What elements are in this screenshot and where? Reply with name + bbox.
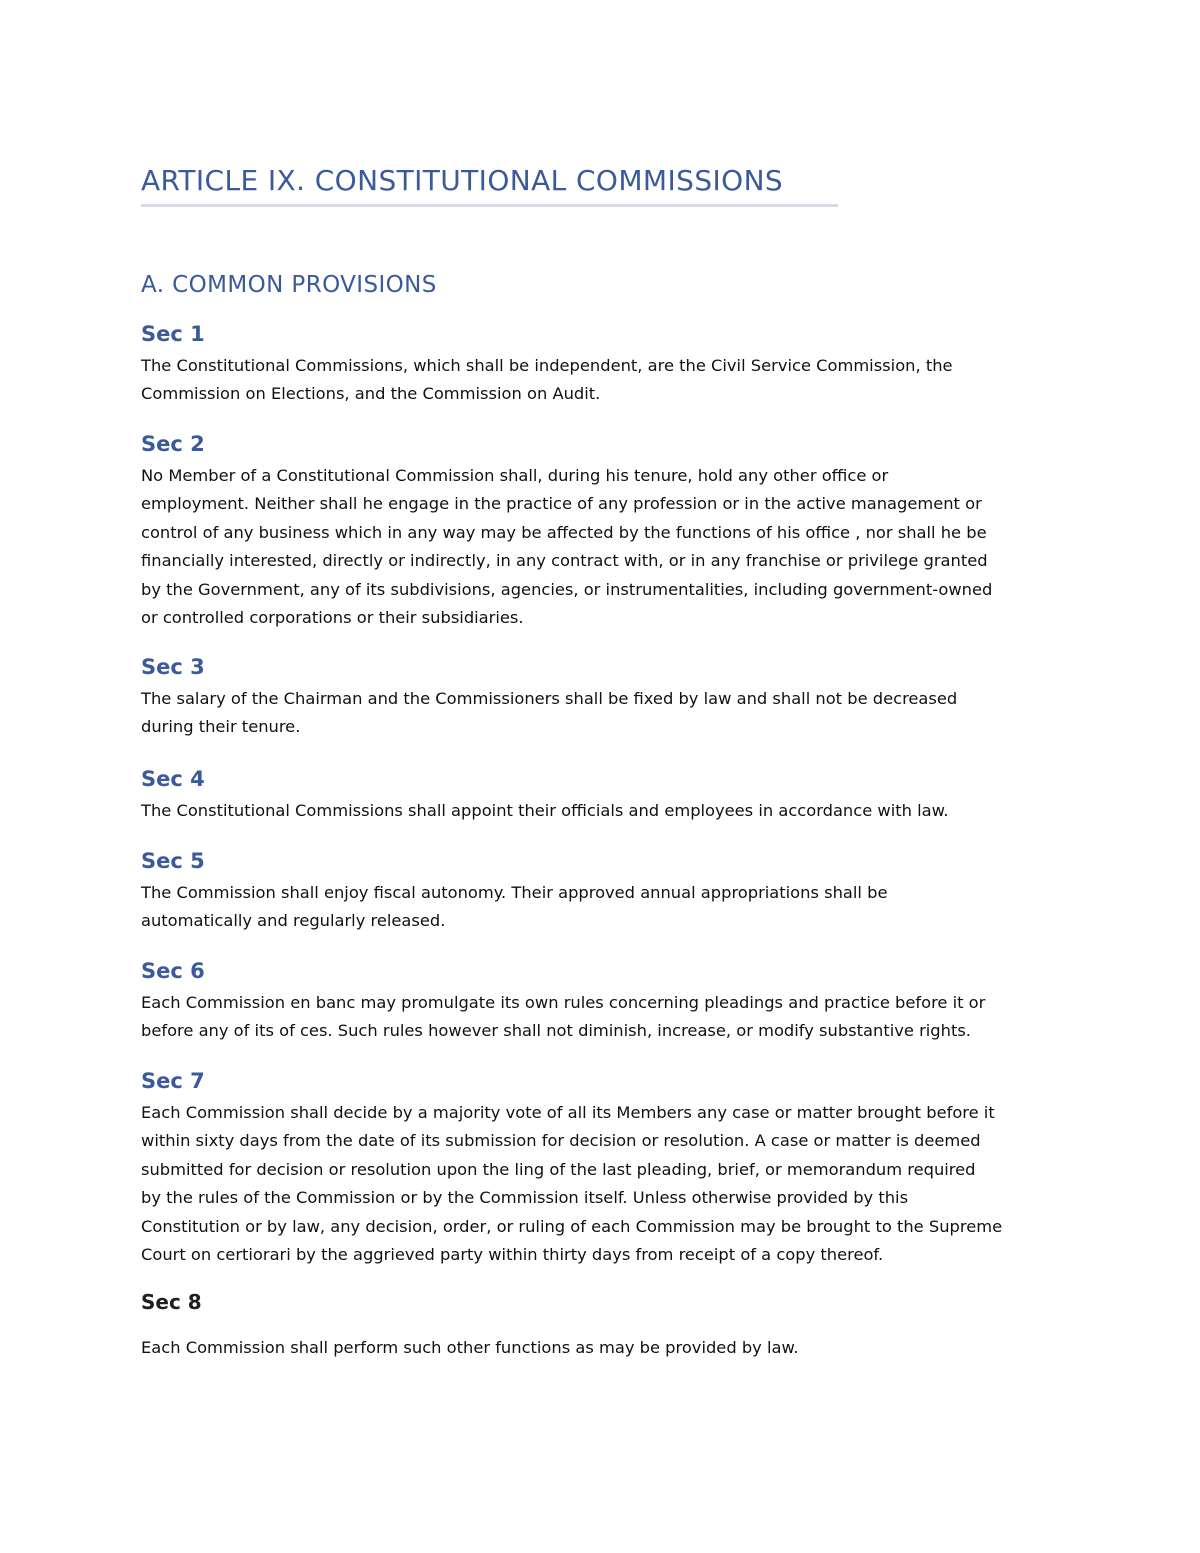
subsection-title: A. COMMON PROVISIONS xyxy=(141,272,437,298)
section-line: Each Commission en banc may promulgate its own rules concerning pleadings and practice before it or xyxy=(141,993,986,1012)
section-8 xyxy=(141,1284,1071,1362)
section-body xyxy=(141,1334,1066,1362)
section-body xyxy=(141,462,1066,632)
section-6 xyxy=(141,953,1071,1046)
section-line: within sixty days from the date of its submission for decision or resolution. A case or matter is deemed xyxy=(141,1131,981,1151)
section-body xyxy=(141,352,1066,409)
section-line: The Commission shall enjoy fiscal autonomy. Their approved annual appropriations shall be xyxy=(141,883,888,902)
section-line: Constitution or by law, any decision, order, or ruling of each Commission may be brought to the Supreme xyxy=(141,1216,1003,1236)
section-body xyxy=(141,879,1066,936)
section-heading: Sec 5 xyxy=(141,849,205,873)
section-line: control of any business which in any way may be affected by the functions of his office , nor shall he be xyxy=(141,522,987,542)
section-4 xyxy=(141,761,1071,825)
section-body xyxy=(141,797,1066,825)
section-line: financially interested, directly or indirectly, in any contract with, or in any franchise or privilege granted xyxy=(141,551,988,571)
section-heading: Sec 3 xyxy=(141,655,205,679)
section-heading: Sec 4 xyxy=(141,767,205,791)
article-title: ARTICLE IX. CONSTITUTIONAL COMMISSIONS xyxy=(141,164,784,197)
section-heading: Sec 6 xyxy=(141,959,205,983)
section-line: during their tenure. xyxy=(141,717,301,737)
section-heading: Sec 1 xyxy=(141,322,205,346)
section-line: before any of its of ces. Such rules however shall not diminish, increase, or modify substantive rights. xyxy=(141,1021,971,1041)
section-line: The Constitutional Commissions, which shall be independent, are the Civil Service Commission, the xyxy=(141,356,953,375)
section-line: employment. Neither shall he engage in the practice of any profession or in the active management or xyxy=(141,494,982,514)
section-line: The salary of the Chairman and the Commissioners shall be fixed by law and shall not be decreased xyxy=(141,689,958,708)
section-line: The Constitutional Commissions shall appoint their officials and employees in accordance with law. xyxy=(141,801,949,820)
section-1 xyxy=(141,316,1071,409)
section-line: Court on certiorari by the aggrieved party within thirty days from receipt of a copy thereof. xyxy=(141,1245,884,1265)
section-heading: Sec 7 xyxy=(141,1069,205,1093)
section-line: No Member of a Constitutional Commission shall, during his tenure, hold any other office or xyxy=(141,466,889,485)
section-body xyxy=(141,989,1066,1046)
section-heading: Sec 8 xyxy=(141,1290,202,1314)
section-body xyxy=(141,685,1066,742)
section-5 xyxy=(141,843,1071,936)
section-heading: Sec 2 xyxy=(141,432,205,456)
section-line: Each Commission shall perform such other functions as may be provided by law. xyxy=(141,1338,799,1357)
section-7 xyxy=(141,1063,1071,1269)
section-3 xyxy=(141,649,1071,742)
section-line: or controlled corporations or their subsidiaries. xyxy=(141,608,524,628)
section-line: submitted for decision or resolution upon the ling of the last pleading, brief, or memorandum required xyxy=(141,1159,976,1179)
section-line: by the rules of the Commission or by the Commission itself. Unless otherwise provided by this xyxy=(141,1188,909,1208)
section-body xyxy=(141,1099,1066,1269)
section-line: by the Government, any of its subdivisions, agencies, or instrumentalities, including government-owned xyxy=(141,579,993,599)
title-underline xyxy=(141,204,838,207)
section-line: Each Commission shall decide by a majority vote of all its Members any case or matter brought before it xyxy=(141,1103,995,1122)
section-line: Commission on Elections, and the Commission on Audit. xyxy=(141,384,601,404)
section-line: automatically and regularly released. xyxy=(141,911,446,931)
section-2 xyxy=(141,426,1071,632)
